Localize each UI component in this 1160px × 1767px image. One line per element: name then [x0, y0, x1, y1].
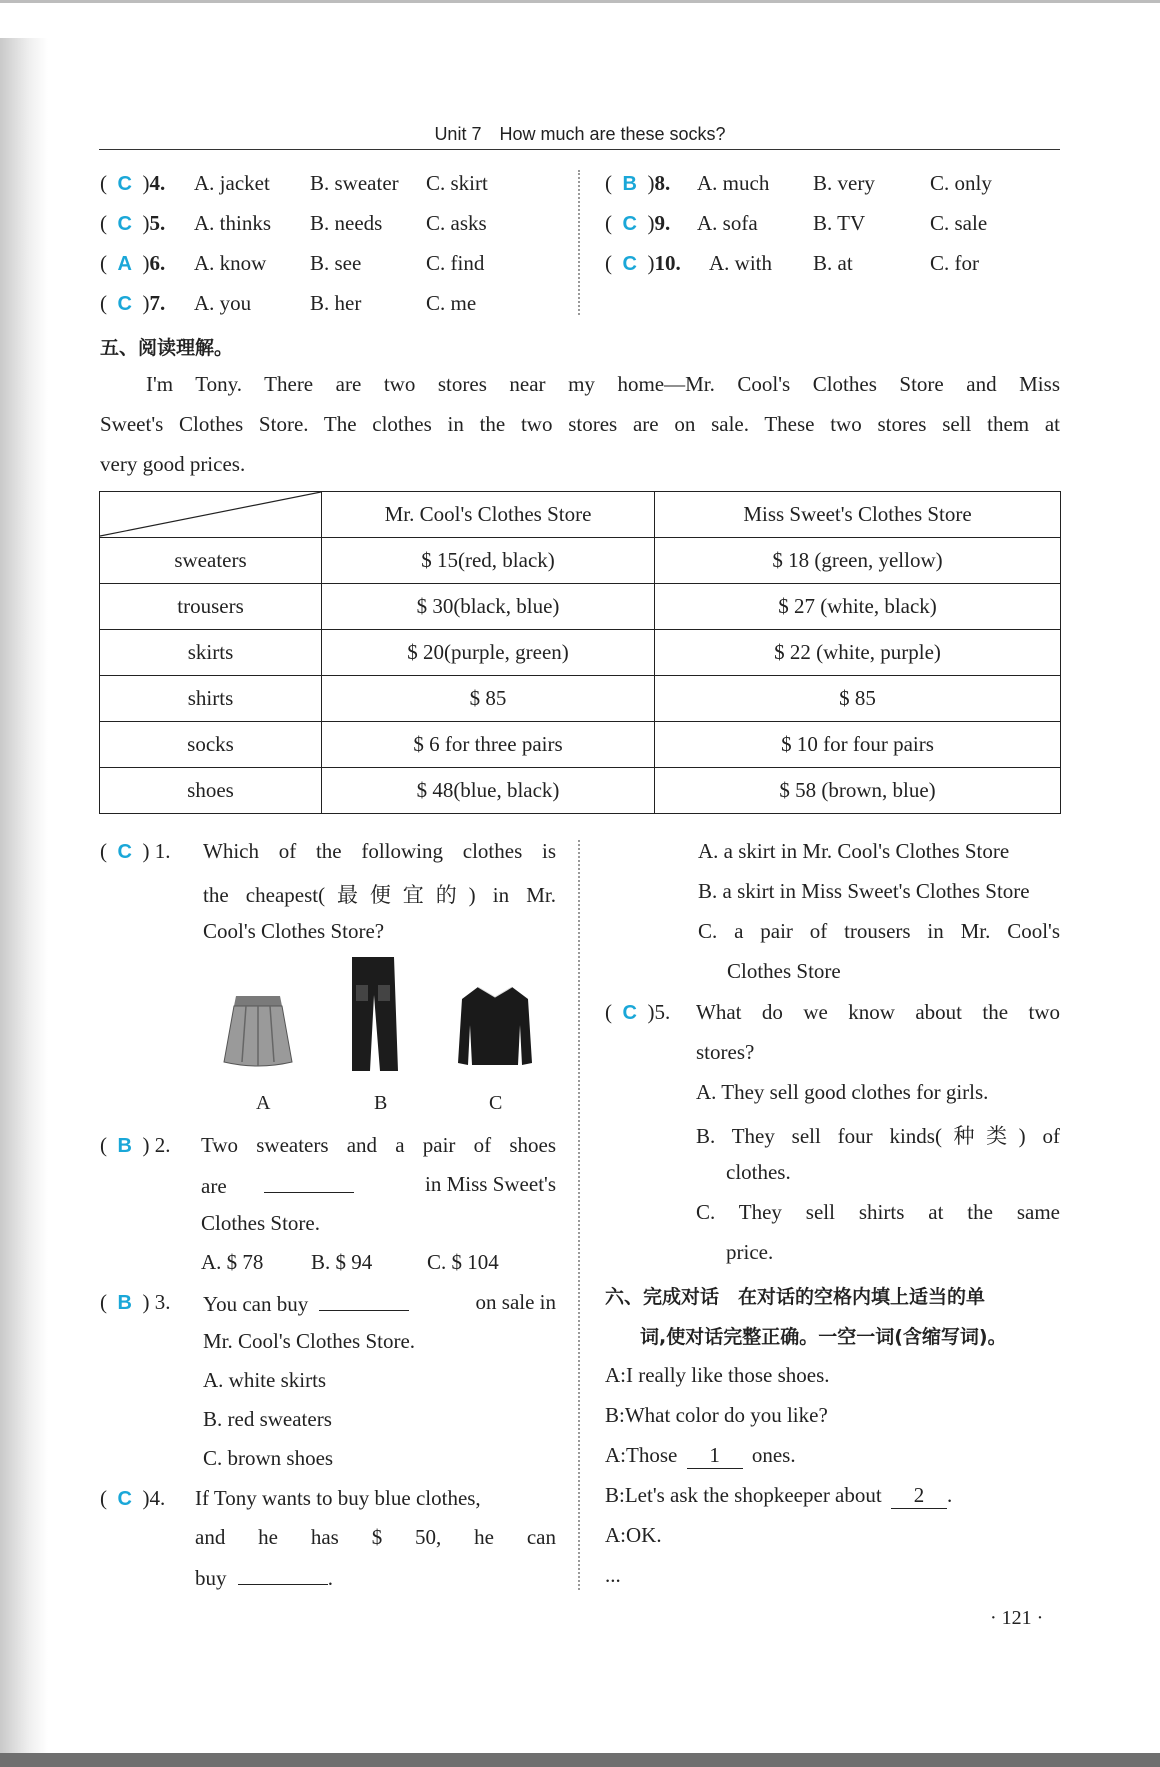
table-header-cool: Mr. Cool's Clothes Store — [322, 492, 655, 538]
page-header: Unit 7 How much are these socks? — [434, 124, 726, 144]
dialogue-line: ... — [605, 1563, 621, 1587]
picture-label-a: A — [256, 1092, 271, 1114]
section-6-instructions: 词,使对话完整正确。一空一词(含缩写词)。 — [640, 1326, 1007, 1348]
column-divider — [578, 170, 580, 315]
cloze-item-10: ( C )10. A. with B. at C. for — [605, 251, 979, 275]
page-shadow — [0, 38, 48, 1758]
page-number: · 121 · — [990, 1607, 1044, 1629]
bottom-border — [0, 1753, 1160, 1767]
section-5-title: 五、阅读理解。 — [100, 337, 234, 359]
answer-letter: C — [117, 213, 132, 235]
answer-letter: B — [622, 173, 637, 195]
table-header-row — [100, 492, 1061, 538]
sweater-picture — [456, 985, 534, 1069]
section-6-title: 六、完成对话 在对话的空格内填上适当的单 — [605, 1286, 986, 1308]
column-divider — [578, 840, 580, 1590]
answer-letter: A — [117, 253, 132, 275]
table-row: socks $ 6 for three pairs $ 10 for four pairs — [100, 722, 1061, 768]
cloze-item-8: ( B )8. A. much B. very C. only — [605, 171, 992, 195]
table-row: shirts $ 85 $ 85 — [100, 676, 1061, 722]
answer-letter: C — [622, 213, 637, 235]
dialogue-line: A:OK. — [605, 1523, 662, 1547]
question-4: ( C )4. — [100, 1486, 166, 1510]
dialogue-blank-1: 1 — [687, 1443, 743, 1469]
dialogue-line: B:What color do you like? — [605, 1403, 828, 1427]
question-3: ( B ) 3. — [100, 1290, 171, 1314]
cloze-item-7: ( C )7. A. you B. her C. me — [100, 291, 477, 315]
answer-blank — [264, 1172, 354, 1193]
diagonal-line — [100, 492, 321, 537]
table-row: skirts $ 20(purple, green) $ 22 (white, purple) — [100, 630, 1061, 676]
answer-letter: C — [117, 173, 132, 195]
cloze-item-5: ( C )5. A. thinks B. needs C. asks — [100, 211, 487, 235]
answer-blank — [319, 1290, 409, 1311]
table-corner-cell — [100, 492, 322, 538]
picture-label-b: B — [374, 1092, 388, 1114]
price-table — [99, 491, 1061, 814]
table-row: shoes $ 48(blue, black) $ 58 (brown, blue) — [100, 768, 1061, 814]
answer-letter: C — [117, 293, 132, 315]
question-1: ( C ) 1. — [100, 839, 171, 863]
answer-blank — [238, 1564, 328, 1585]
skirt-picture — [222, 990, 294, 1070]
table-row: trousers $ 30(black, blue) $ 27 (white, black) — [100, 584, 1061, 630]
dialogue-blank-2: 2 — [891, 1483, 947, 1509]
cloze-item-4: ( C )4. A. jacket B. sweater C. skirt — [100, 171, 488, 195]
answer-letter: C — [622, 253, 637, 275]
top-border — [0, 0, 1160, 3]
dialogue-line: B:Let's ask the shopkeeper about 2 . — [605, 1483, 953, 1507]
reading-passage: I'm Tony. There are two stores near my home—Mr. Cool's Clothes Store and Miss Sweet's Clothes Store. The clothes in the two stores are on sale. These two stores sell them at very good prices. — [100, 372, 1060, 476]
trousers-picture — [346, 955, 401, 1073]
question-2: ( B ) 2. — [100, 1133, 171, 1157]
table-row: sweaters $ 15(red, black) $ 18 (green, yellow) — [100, 538, 1061, 584]
question-5: ( C )5. — [605, 1000, 671, 1024]
dialogue-line: A:I really like those shoes. — [605, 1363, 830, 1387]
table-header-sweet: Miss Sweet's Clothes Store — [655, 492, 1061, 538]
picture-label-c: C — [489, 1092, 503, 1114]
cloze-item-9: ( C )9. A. sofa B. TV C. sale — [605, 211, 988, 235]
header-rule — [99, 149, 1060, 150]
dialogue-line: A:Those 1 ones. — [605, 1443, 796, 1467]
cloze-item-6: ( A )6. A. know B. see C. find — [100, 251, 485, 275]
